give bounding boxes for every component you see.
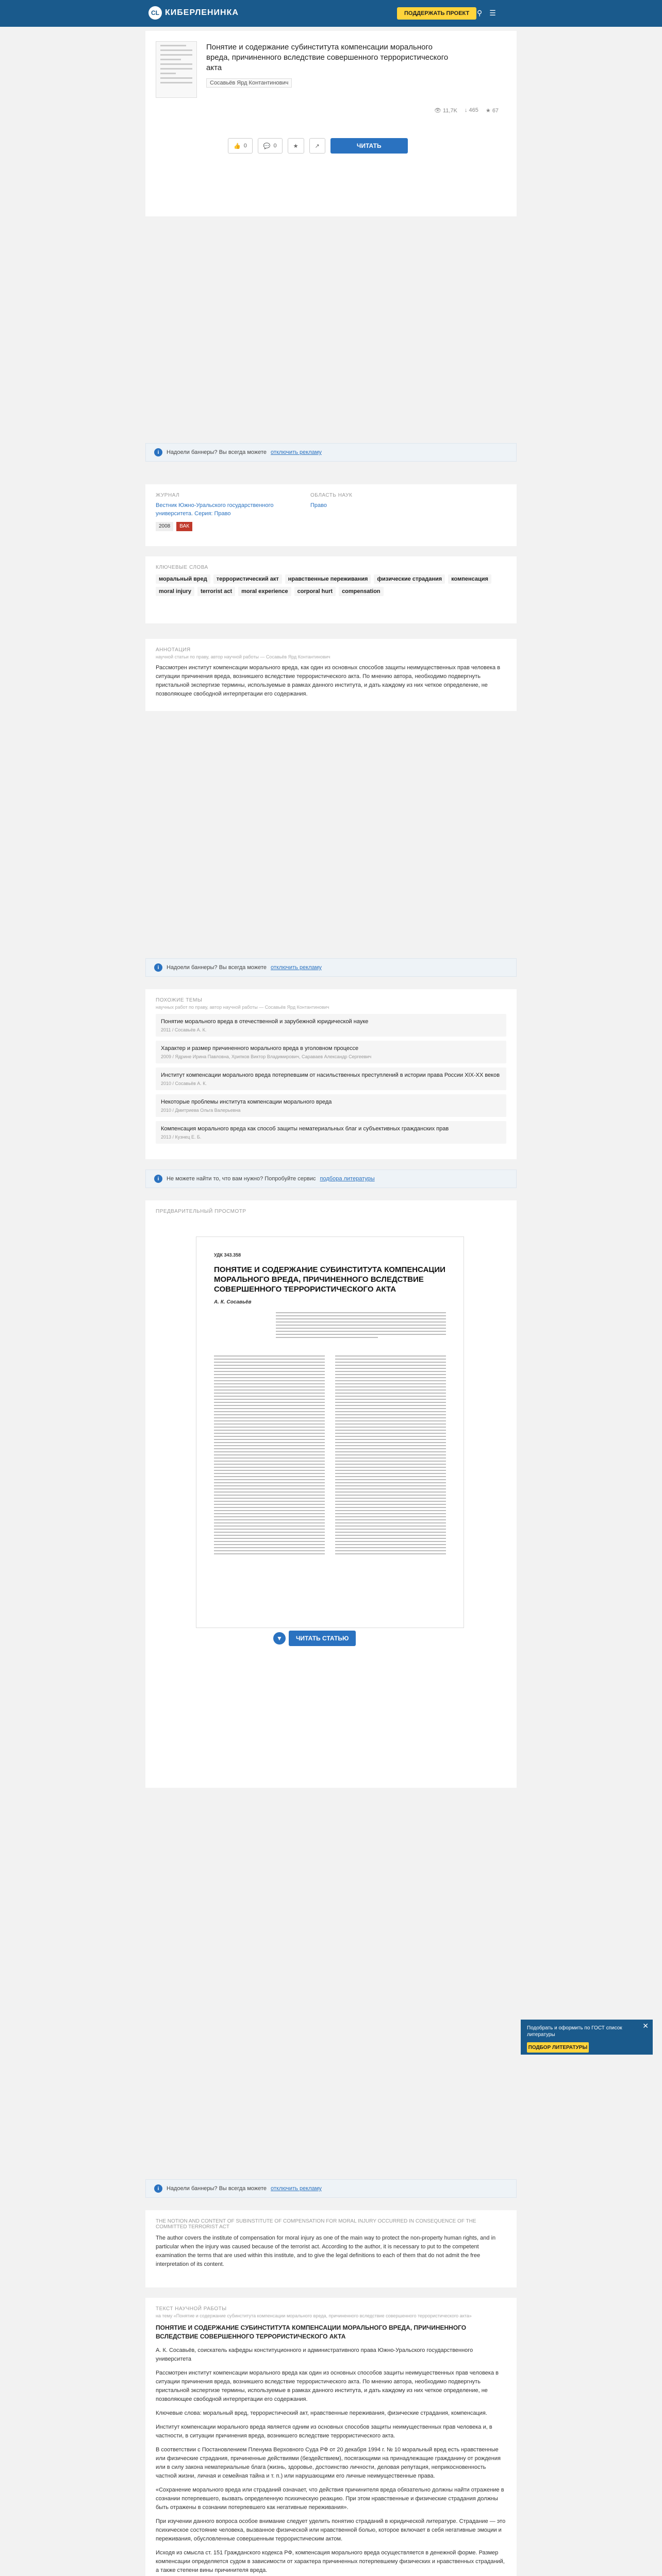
info-icon: i <box>154 448 162 456</box>
article-author[interactable]: Сосавьёв Ярд Контантинович <box>206 78 292 88</box>
popup-text: Подобрать и оформить по ГОСТ список литературы <box>527 2025 622 2038</box>
disable-ads-link[interactable]: отключить рекламу <box>271 2185 322 2192</box>
info-icon: i <box>154 963 162 972</box>
fulltext-author: А. К. Сосавьёв, соискатель кафедры конституционного и административного права Южно-Уральского государственного университета <box>156 2347 473 2362</box>
fulltext-paragraph: «Сохранение морального вреда или страданий означает, что действия причинителя вреда обязательно должны найти отражение в сознании потерпевшего, вызвать определенную психическую реакцию. При этом нравственные и физические страдания должны быть отражены в сознании потерпевшего как негативные переживания». <box>156 2487 504 2511</box>
doc-columns <box>214 1353 446 1556</box>
chevron-down-icon[interactable]: ▼ <box>273 1632 286 1645</box>
doc-udk: УДК 343.358 <box>214 1252 241 1258</box>
full-text-section <box>145 2298 517 2576</box>
share-button[interactable] <box>309 138 325 154</box>
literature-banner <box>145 1170 517 1188</box>
english-abstract <box>145 2210 517 2287</box>
area-label: ОБЛАСТЬ НАУК <box>310 493 353 498</box>
popup-literature-button[interactable]: ПОДБОР ЛИТЕРАТУРЫ <box>527 2042 589 2053</box>
article-thumbnail[interactable] <box>156 41 197 98</box>
keyword-tag[interactable]: moral injury <box>156 587 194 596</box>
comment-icon: 💬 <box>263 143 271 149</box>
banner-text: Надоели баннеры? Вы всегда можете <box>167 449 267 455</box>
fulltext-paragraph: Исходя из смысла ст. 151 Гражданского кодекса РФ, компенсация морального вреда осуществляется в денежной форме. Размер компенсации определяется судом в зависимости от характера причиненных потерпевшему физических и нравственных страданий, а также степени вины причинителя вреда. <box>156 2550 505 2573</box>
fulltext-sublabel: на тему «Понятие и содержание субинститута компенсации морального вреда, причиненного вследствие совершенного террористического акта» <box>156 2313 472 2318</box>
support-project-button[interactable]: ПОДДЕРЖАТЬ ПРОЕКТ <box>397 7 476 20</box>
keyword-tag[interactable]: нравственные переживания <box>285 574 371 584</box>
banner-text: Надоели баннеры? Вы всегда можете <box>167 964 267 971</box>
fulltext-paragraph: Институт компенсации морального вреда является одним из основных способов защиты неимущественных прав человека и, в частности, в ситуации причинения вреда, возникшего вследствие террористического акта. <box>156 2424 492 2439</box>
keyword-tag[interactable]: compensation <box>339 587 384 596</box>
similar-topics <box>145 989 517 1159</box>
thumb-up-icon: 👍 <box>234 143 241 149</box>
read-article-button[interactable]: ЧИТАТЬ СТАТЬЮ <box>289 1631 356 1646</box>
likes-count: ★ 67 <box>485 108 499 114</box>
keyword-tag[interactable]: террористический акт <box>213 574 282 584</box>
preview-label: ПРЕДВАРИТЕЛЬНЫЙ ПРОСМОТР <box>156 1209 246 1214</box>
journal-link[interactable]: Вестник Южно-Уральского государственного университета. Серия: Право <box>156 502 274 517</box>
abstract-section <box>145 639 517 711</box>
logo-badge: CL <box>148 6 162 20</box>
header-icons <box>477 9 496 18</box>
read-button[interactable]: ЧИТАТЬ <box>330 138 408 154</box>
doc-abstract-lines <box>276 1312 446 1338</box>
similar-item[interactable]: Понятие морального вреда в отечественной и зарубежной юридической науке 2011 / Сосавьёв А. К. <box>156 1014 506 1037</box>
banner-text: Надоели баннеры? Вы всегда можете <box>167 2185 267 2192</box>
article-meta <box>145 484 517 546</box>
vak-badge: ВАК <box>176 522 192 531</box>
info-icon: i <box>154 1175 162 1183</box>
similar-item[interactable]: Некоторые проблемы института компенсации морального вреда 2010 / Дмитриева Ольга Валерьевна <box>156 1094 506 1117</box>
top-header <box>0 0 662 27</box>
similar-sublabel: научных работ по праву, автор научной работы — Сосавьёв Ярд Контантинович <box>156 1005 329 1010</box>
keywords-list <box>156 574 506 596</box>
downloads-count: ↓ 465 <box>464 107 478 113</box>
keyword-tag[interactable]: компенсация <box>448 574 491 584</box>
area-link[interactable]: Право <box>310 502 327 509</box>
similar-item[interactable]: Институт компенсации морального вреда потерпевшим от насильственных преступлений в истории права России XIX-XX веков 2010 / Сосавьёв А. К. <box>156 1067 506 1090</box>
journal-label: ЖУРНАЛ <box>156 493 180 498</box>
search-icon[interactable]: ⚲ <box>477 9 483 17</box>
like-button[interactable]: 👍 0 <box>228 138 253 154</box>
bookmark-icon: ★ <box>293 143 299 149</box>
full-text-body <box>156 2324 506 2576</box>
keyword-tag[interactable]: corporal hurt <box>294 587 336 596</box>
ad-banner-2 <box>145 958 517 977</box>
literature-popup <box>521 2020 653 2055</box>
views-count: 👁 11,7K <box>434 108 457 114</box>
preview-document[interactable] <box>196 1236 464 1628</box>
ad-banner-1 <box>145 443 517 462</box>
english-text: The author covers the institute of compensation for moral injury as one of the main way to protect the non-property human rights, and in particular when the injury was caused because of the terrorist act. According to the author, it is necessary to put to the competent examination the terms that are used within this institute, and to give the legal definitions to each of them that do not admit the free interpretation of its content. <box>156 2235 496 2267</box>
comment-button[interactable]: 💬 0 <box>258 138 283 154</box>
article-title: Понятие и содержание субинститута компенсации морального вреда, причиненного вследствие совершенного террористического акта <box>206 43 449 72</box>
close-icon[interactable]: ✕ <box>642 2022 649 2030</box>
keyword-tag[interactable]: физические страдания <box>374 574 445 584</box>
fulltext-paragraph: Ключевые слова: моральный вред, террористический акт, нравственные переживания, физические страдания, компенсация. <box>156 2410 487 2416</box>
read-article-control <box>273 1631 356 1646</box>
fulltext-paragraph: В соответствии с Постановлением Пленума Верховного Суда РФ от 20 декабря 1994 г. № 10 моральный вред есть нравственные или физические страдания, причиненные действиями (бездействием), посягающими на принадлежащие гражданину от рождения или в силу закона нематериальные блага (жизнь, здоровье, достоинство личности, деловая репутация, неприкосновенность частной жизни, личная и семейная тайна и т. п.) или нарушающими его личные неимущественные права. <box>156 2447 501 2479</box>
abstract-label: АННОТАЦИЯ <box>156 647 191 653</box>
menu-icon[interactable]: ☰ <box>489 9 496 17</box>
keyword-tag[interactable]: моральный вред <box>156 574 210 584</box>
fulltext-label: ТЕКСТ НАУЧНОЙ РАБОТЫ <box>156 2306 227 2312</box>
disable-ads-link[interactable]: отключить рекламу <box>271 449 322 455</box>
abstract-sublabel: научной статьи по праву, автор научной работы — Сосавьёв Ярд Контантинович <box>156 654 330 659</box>
fulltext-paragraph: При изучении данного вопроса особое внимание следует уделить понятию страданий в юридической литературе. Страдание — это психическое состояние человека, вызванное физической или нравственной болью, которое включает в себя негативные эмоции и переживания, обусловленные совершенным террористическим актом. <box>156 2518 506 2542</box>
similar-item[interactable]: Компенсация морального вреда как способ защиты нематериальных благ и субъективных гражданских прав 2013 / Кузнец Е. Б. <box>156 1121 506 1144</box>
site-logo[interactable] <box>148 6 239 20</box>
article-stats <box>434 107 499 114</box>
doc-author: А. К. Сосавьёв <box>214 1299 252 1305</box>
keywords-section <box>145 556 517 623</box>
fulltext-paragraph: Рассмотрен институт компенсации морального вреда как один из основных способов защиты неимущественных прав человека в ситуации причинения вреда, возникшего вследствие террористического акта. По мнению автора, необходимо подвергнуть пристальной экспертизе термины, используемые в рамках данного института, и дать каждому из них четкое определение, не позволяющее свободной интерпретации его содержания. <box>156 2370 499 2402</box>
fulltext-heading: ПОНЯТИЕ И СОДЕРЖАНИЕ СУБИНСТИТУТА КОМПЕНСАЦИИ МОРАЛЬНОГО ВРЕДА, ПРИЧИНЕННОГО ВСЛЕДСТВИЕ СОВЕРШЕННОГО ТЕРРОРИСТИЧЕСКОГО АКТА <box>156 2324 467 2340</box>
similar-label: ПОХОЖИЕ ТЕМЫ <box>156 997 203 1003</box>
doc-title: ПОНЯТИЕ И СОДЕРЖАНИЕ СУБИНСТИТУТА КОМПЕНСАЦИИ МОРАЛЬНОГО ВРЕДА, ПРИЧИНЕННОГО ВСЛЕДСТВИЕ СОВЕРШЕННОГО ТЕРРОРИСТИЧЕСКОГО АКТА <box>214 1265 445 1294</box>
english-title: THE NOTION AND CONTENT OF SUBINSTITUTE OF COMPENSATION FOR MORAL INJURY OCCURRED IN CONSEQUENCE OF THE COMMITTED TERRORIST ACT <box>156 2218 476 2230</box>
literature-service-link[interactable]: подбора литературы <box>320 1176 375 1182</box>
keyword-tag[interactable]: moral experience <box>238 587 291 596</box>
year-badge: 2008 <box>156 522 173 531</box>
article-actions <box>228 138 408 154</box>
similar-item[interactable]: Характер и размер причиненного морального вреда в уголовном процессе 2009 / Ядрине Ирина Павловна, Хрипков Виктор Владимирович, Сараваев Александр Сергеевич <box>156 1041 506 1063</box>
ad-banner-3 <box>145 2179 517 2198</box>
keywords-label: КЛЮЧЕВЫЕ СЛОВА <box>156 565 208 570</box>
lit-banner-text: Не можете найти то, что вам нужно? Попробуйте сервис <box>167 1176 316 1182</box>
bookmark-button[interactable] <box>288 138 304 154</box>
abstract-text: Рассмотрен институт компенсации морального вреда, как один из основных способов защиты неимущественных прав человека в ситуации причинения вреда, возникшего вследствие террористического акта. По мнению автора, необходимо подвергнуть пристальной экспертизе термины, используемые в рамках данного института, и дать каждому из них четкое определение, не позволяющее свободной интерпретации его содержания. <box>156 665 501 697</box>
keyword-tag[interactable]: terrorist act <box>197 587 235 596</box>
brand-name: КИБЕРЛЕНИНКА <box>165 8 239 17</box>
article-card <box>145 31 517 216</box>
share-icon: ↗ <box>315 143 320 149</box>
disable-ads-link[interactable]: отключить рекламу <box>271 964 322 971</box>
info-icon: i <box>154 2184 162 2193</box>
